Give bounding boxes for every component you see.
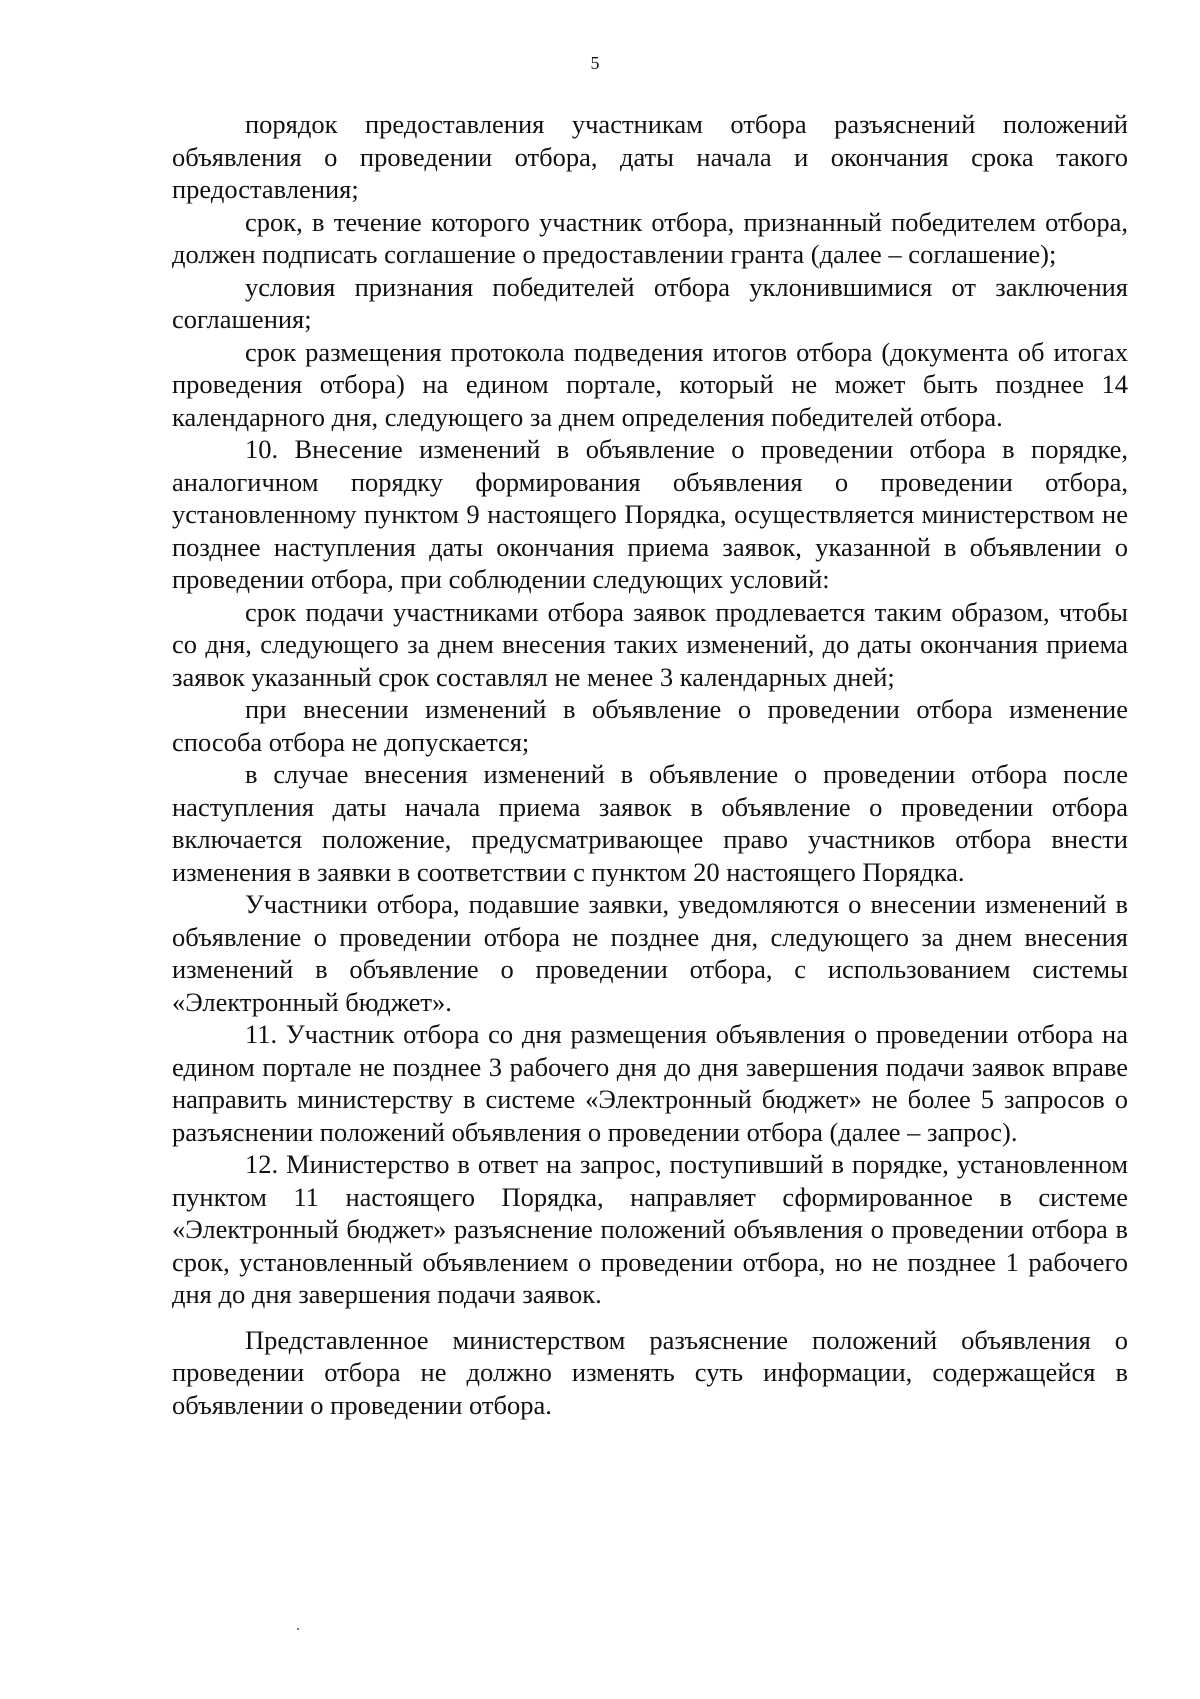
paragraph-application-changes: в случае внесения изменений в объявление о проведении отбора после наступления даты начала приема заявок в объявление о проведении отбора включается положение, предусматривающее право участников отбора внести изменения в заявки в соответствии с пунктом 20 настоящего Порядка. bbox=[172, 759, 1128, 887]
paragraph-participants-notified: Участники отбора, подавшие заявки, уведомляются о внесении изменений в объявление о проведении отбора не позднее дня, следующего за днем внесения изменений в объявление о проведении отбора, с использованием системы «Электронный бюджет». bbox=[172, 889, 1128, 1017]
paragraph-protocol-term: срок размещения протокола подведения итогов отбора (документа об итогах проведения отбора) на едином портале, который не может быть позднее 14 календарного дня, следующего за днем определения победителей отбора. bbox=[172, 336, 1128, 432]
scan-artifact bbox=[297, 1628, 299, 1630]
paragraph-method-change: при внесении изменений в объявление о проведении отбора изменение способа отбора не допускается; bbox=[172, 694, 1128, 757]
paragraph-deadline-extension: срок подачи участниками отбора заявок продлевается таким образом, чтобы со дня, следующего за днем внесения таких изменений, до даты окончания приема заявок указанный срок составлял не менее 3 календарных дней; bbox=[172, 596, 1128, 692]
page-number: 5 bbox=[590, 53, 600, 73]
paragraph-clause-12: 12. Министерство в ответ на запрос, поступивший в порядке, установленном пунктом 11 настоящего Порядка, направляет сформированное в системе «Электронный бюджет» разъяснение положений объявления о проведении отбора в срок, установленный объявлением о проведении отбора, но не позднее 1 рабочего дня до дня завершения подачи заявок. bbox=[172, 1149, 1128, 1309]
paragraph-evasion-conditions: условия признания победителей отбора уклонившимися от заключения соглашения; bbox=[172, 271, 1128, 334]
paragraph-clarification-content: Представленное министерством разъяснение положений объявления о проведении отбора не должно изменять суть информации, содержащейся в объявлении о проведении отбора. bbox=[172, 1324, 1128, 1420]
document-body bbox=[172, 108, 1128, 1421]
paragraph-clause-11: 11. Участник отбора со дня размещения объявления о проведении отбора на едином портале не позднее 3 рабочего дня до дня завершения подачи заявок вправе направить министерству в системе «Электронный бюджет» не более 5 запросов о разъяснении положений объявления о проведении отбора (далее – запрос). bbox=[172, 1019, 1128, 1147]
paragraph-agreement-term: срок, в течение которого участник отбора, признанный победителем отбора, должен подписать соглашение о предоставлении гранта (далее – соглашение); bbox=[172, 206, 1128, 269]
paragraph-clause-10: 10. Внесение изменений в объявление о проведении отбора в порядке, аналогичном порядку формирования объявления о проведении отбора, установленному пунктом 9 настоящего Порядка, осуществляется министерством не позднее наступления даты окончания приема заявок, указанной в объявлении о проведении отбора, при соблюдении следующих условий: bbox=[172, 434, 1128, 594]
paragraph-clarification-order: порядок предоставления участникам отбора разъяснений положений объявления о проведении отбора, даты начала и окончания срока такого предоставления; bbox=[172, 109, 1128, 204]
